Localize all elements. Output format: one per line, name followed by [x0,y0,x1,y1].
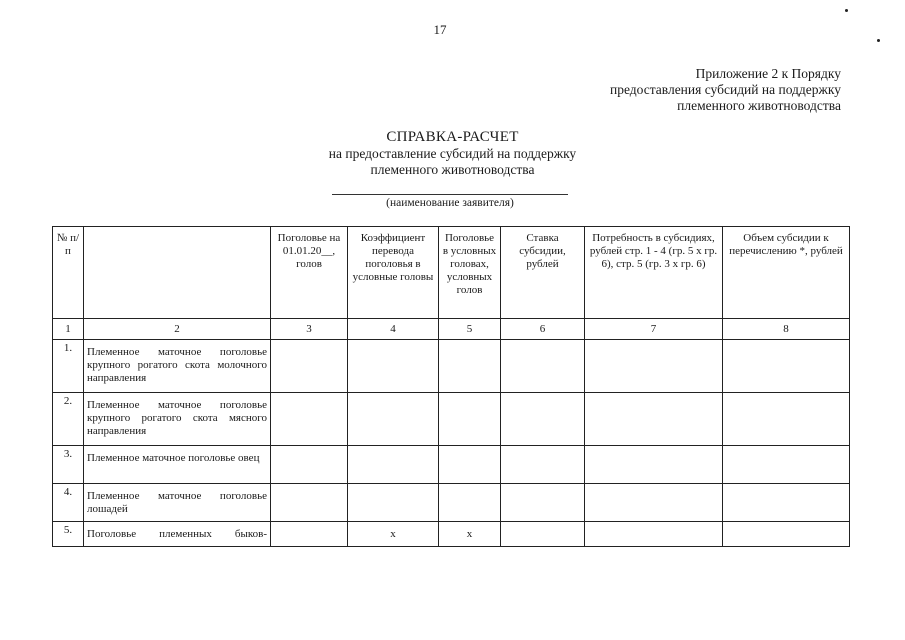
appendix-line: предоставления субсидий на поддержку [609,82,841,97]
cell-conventional-heads[interactable]: х [439,522,501,547]
row-number: 2. [53,393,84,446]
cell-subsidy-volume[interactable] [723,522,850,547]
column-number: 4 [348,319,439,340]
row-name: Поголовье племенных быков- [84,522,271,547]
subtitle-line: на предоставление субсидий на поддержку [328,146,577,161]
cell-conversion-coefficient[interactable] [348,393,439,446]
cell-conventional-heads[interactable] [439,446,501,484]
cell-subsidy-volume[interactable] [723,340,850,393]
subtitle-line: племенного животноводства [370,162,535,177]
cell-subsidy-rate[interactable] [501,522,585,547]
header-cell-name [84,227,271,319]
cell-head-count[interactable] [271,484,348,522]
cell-subsidy-need[interactable] [585,484,723,522]
column-number: 3 [271,319,348,340]
header-cell-number: № п/п [53,227,84,319]
cell-subsidy-volume[interactable] [723,393,850,446]
scan-speck-mark [877,39,880,42]
cell-subsidy-need[interactable] [585,340,723,393]
applicant-name-field[interactable] [332,194,568,195]
table-row [53,393,850,446]
cell-head-count[interactable] [271,446,348,484]
cell-conversion-coefficient[interactable]: х [348,522,439,547]
cell-head-count[interactable] [271,393,348,446]
cell-head-count[interactable] [271,340,348,393]
cell-subsidy-need[interactable] [585,522,723,547]
cell-subsidy-need[interactable] [585,446,723,484]
cell-conventional-heads[interactable] [439,484,501,522]
cell-subsidy-rate[interactable] [501,484,585,522]
cell-conventional-heads[interactable] [439,393,501,446]
applicant-caption: (наименование заявителя) [386,197,514,209]
column-number: 8 [723,319,850,340]
document-subtitle [0,146,905,178]
cell-subsidy-rate[interactable] [501,340,585,393]
column-number: 5 [439,319,501,340]
table-row [53,484,850,522]
row-number: 5. [53,522,84,547]
cell-conversion-coefficient[interactable] [348,446,439,484]
cell-subsidy-volume[interactable] [723,484,850,522]
header-cell-conventional-heads: Поголовье в условных головах, условных голов [439,227,501,319]
cell-subsidy-rate[interactable] [501,446,585,484]
header-cell-subsidy-volume: Объем субсидии к перечислению *, рублей [723,227,850,319]
appendix-reference [610,66,841,114]
column-number: 6 [501,319,585,340]
column-number-row [53,319,850,340]
header-cell-subsidy-need: Потребность в субсидиях, рублей стр. 1 - 4 (гр. 5 х гр. 6), стр. 5 (гр. 3 х гр. 6) [585,227,723,319]
cell-subsidy-volume[interactable] [723,446,850,484]
header-cell-head-count: Поголовье на 01.01.20__, голов [271,227,348,319]
row-name: Племенное маточное поголовье крупного рогатого скота мясного направления [84,393,271,446]
table-row [53,446,850,484]
appendix-line: племенного животноводства [677,98,841,113]
cell-subsidy-need[interactable] [585,393,723,446]
row-name: Племенное маточное поголовье крупного рогатого скота молочного направления [84,340,271,393]
cell-conventional-heads[interactable] [439,340,501,393]
column-number: 2 [84,319,271,340]
column-number: 7 [585,319,723,340]
cell-conversion-coefficient[interactable] [348,340,439,393]
appendix-line: Приложение 2 к Порядку [695,66,841,81]
row-number: 1. [53,340,84,393]
cell-subsidy-rate[interactable] [501,393,585,446]
row-name: Племенное маточное поголовье овец [84,446,271,484]
scan-speck-mark [845,9,848,12]
header-cell-subsidy-rate: Ставка субсидии, рублей [501,227,585,319]
row-name: Племенное маточное поголовье лошадей [84,484,271,522]
table-row [53,340,850,393]
cell-head-count[interactable] [271,522,348,547]
document-title-block [0,128,905,178]
page-number: 17 [433,22,447,37]
column-number: 1 [53,319,84,340]
table-header-row [53,227,850,319]
cell-conversion-coefficient[interactable] [348,484,439,522]
table-row [53,522,850,547]
row-number: 4. [53,484,84,522]
header-cell-conversion-coefficient: Коэффициент перевода поголовья в условные головы [348,227,439,319]
document-title: СПРАВКА-РАСЧЕТ [386,129,519,145]
subsidy-calculation-table [52,226,850,547]
row-number: 3. [53,446,84,484]
